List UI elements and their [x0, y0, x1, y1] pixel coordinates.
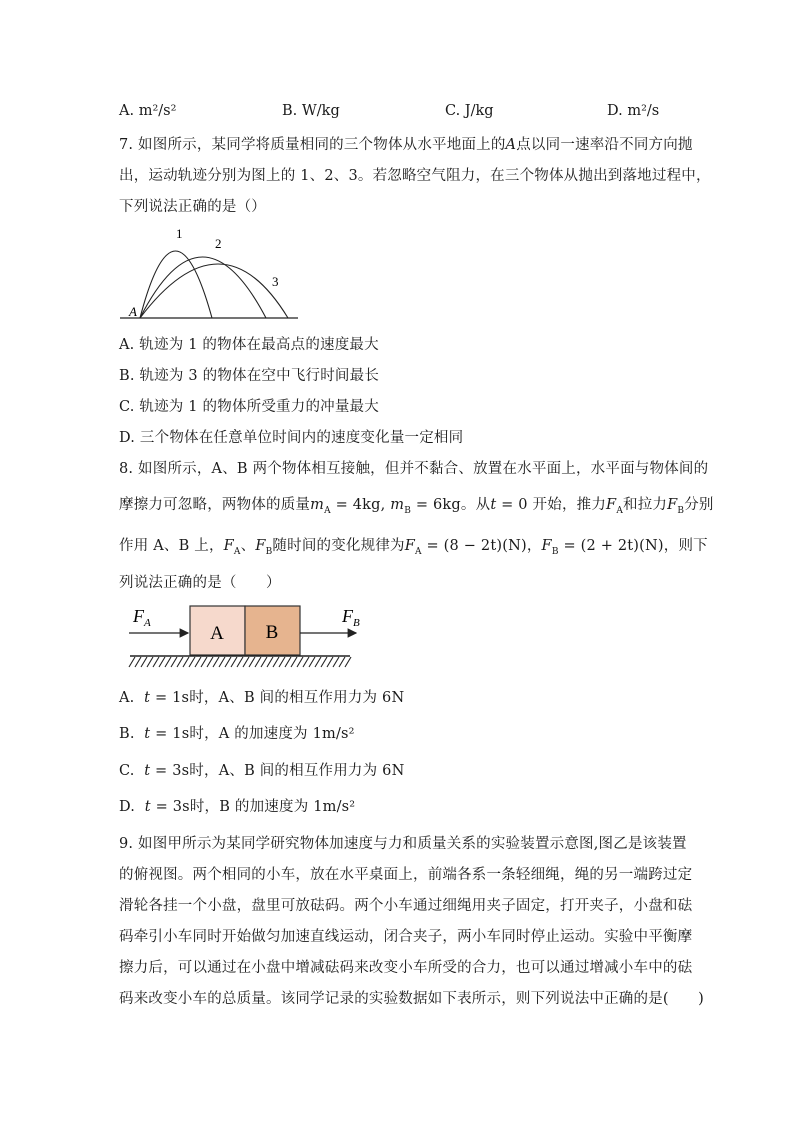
- q9-line-5: 擦力后，可以通过在小盘中增减砝码来改变小车所受的合力，也可以通过增减小车中的砝: [119, 960, 693, 976]
- force-b-label: $F_B$: [342, 606, 360, 629]
- q8-line-2: 摩擦力可忽略，两物体的质量$m_A = 4kg$, $m_B = 6kg$。从t = 0 开始，推力$F_A$和拉力$F_B$分别: [119, 497, 714, 516]
- hatch-mark: [183, 657, 189, 667]
- trajectory-3: [140, 264, 288, 318]
- hatch-mark: [165, 657, 171, 667]
- hatch-mark: [327, 657, 333, 667]
- q8-line-3: 作用 A、B 上，$F_A$、$F_B$随时间的变化规律为$F_A = (8 - 2t)(N)$，$F_B = (2 + 2t)(N)$，则下: [119, 538, 708, 557]
- floor-hatching: [129, 657, 351, 667]
- hatch-mark: [345, 657, 351, 667]
- q9-line-1: 9. 如图甲所示为某同学研究物体加速度与力和质量关系的实验装置示意图,图乙是该装置: [119, 836, 687, 852]
- force-a-label: $F_A$: [133, 606, 151, 629]
- q6-option-b: B. W/kg: [282, 103, 340, 119]
- hatch-mark: [279, 657, 285, 667]
- curve-label-2: 2: [215, 236, 222, 251]
- hatch-mark: [129, 657, 135, 667]
- q9-line-3: 滑轮各挂一个小盘，盘里可放砝码。两个小车通过细绳用夹子固定，打开夹子，小盘和砝: [119, 898, 693, 914]
- hatch-mark: [177, 657, 183, 667]
- point-a-label: A: [129, 304, 137, 319]
- block-b-label: B: [265, 622, 279, 643]
- hatch-mark: [153, 657, 159, 667]
- hatch-mark: [273, 657, 279, 667]
- hatch-mark: [219, 657, 225, 667]
- hatch-mark: [243, 657, 249, 667]
- hatch-mark: [135, 657, 141, 667]
- point-a-var: A: [505, 137, 517, 153]
- hatch-mark: [261, 657, 267, 667]
- curve-label-1: 1: [176, 226, 183, 241]
- hatch-mark: [267, 657, 273, 667]
- hatch-mark: [225, 657, 231, 667]
- q8-option-d: D. t = 3s时，B 的加速度为 1m/s²: [119, 799, 356, 815]
- hatch-mark: [213, 657, 219, 667]
- hatch-mark: [315, 657, 321, 667]
- hatch-mark: [309, 657, 315, 667]
- q6-option-d: D. m²/s: [607, 103, 660, 119]
- curve-label-3: 3: [272, 274, 279, 289]
- q8-blocks-figure: [125, 600, 360, 674]
- hatch-mark: [339, 657, 345, 667]
- q9-line-4: 码牵引小车同时开始做匀加速直线运动，闭合夹子，两小车同时停止运动。实验中平衡摩: [119, 929, 693, 945]
- hatch-mark: [159, 657, 165, 667]
- hatch-mark: [189, 657, 195, 667]
- q7-line-3: 下列说法正确的是（）: [119, 199, 266, 215]
- hatch-mark: [171, 657, 177, 667]
- q6-option-c: C. J/kg: [445, 103, 494, 119]
- hatch-mark: [321, 657, 327, 667]
- q7-line-2: 出，运动轨迹分别为图上的 1、2、3。若忽略空气阻力，在三个物体从抛出到落地过程中，: [119, 168, 711, 184]
- hatch-mark: [207, 657, 213, 667]
- q8-line-1: 8. 如图所示，A、B 两个物体相互接触，但并不黏合、放置在水平面上，水平面与物体间的: [119, 461, 709, 477]
- q8-line-4: 列说法正确的是（ ）: [119, 575, 281, 591]
- hatch-mark: [231, 657, 237, 667]
- q7-option-c: C. 轨迹为 1 的物体所受重力的冲量最大: [119, 399, 379, 415]
- hatch-mark: [249, 657, 255, 667]
- q8-option-b: B. t = 1s时，A 的加速度为 1m/s²: [119, 726, 355, 742]
- q7-line-1: 7. 如图所示，某同学将质量相同的三个物体从水平地面上的A点以同一速率沿不同方向抛: [119, 137, 693, 153]
- q9-line-6: 码来改变小车的总质量。该同学记录的实验数据如下表所示，则下列说法中正确的是( ): [119, 991, 705, 1007]
- q7-trajectory-figure: [120, 222, 300, 322]
- q7-option-a: A. 轨迹为 1 的物体在最高点的速度最大: [119, 337, 379, 353]
- hatch-mark: [303, 657, 309, 667]
- trajectory-1: [140, 251, 212, 318]
- q8-option-a: A. t = 1s时，A、B 间的相互作用力为 6N: [119, 690, 405, 706]
- hatch-mark: [297, 657, 303, 667]
- q7-option-b: B. 轨迹为 3 的物体在空中飞行时间最长: [119, 368, 380, 384]
- hatch-mark: [237, 657, 243, 667]
- hatch-mark: [141, 657, 147, 667]
- hatch-mark: [255, 657, 261, 667]
- q9-line-2: 的俯视图。两个相同的小车，放在水平桌面上，前端各系一条轻细绳，绳的另一端跨过定: [119, 867, 693, 883]
- hatch-mark: [285, 657, 291, 667]
- q8-option-c: C. t = 3s时，A、B 间的相互作用力为 6N: [119, 763, 405, 779]
- q7-option-d: D. 三个物体在任意单位时间内的速度变化量一定相同: [119, 430, 464, 446]
- hatch-mark: [201, 657, 207, 667]
- block-a-label: A: [210, 623, 224, 644]
- hatch-mark: [291, 657, 297, 667]
- hatch-mark: [195, 657, 201, 667]
- hatch-mark: [333, 657, 339, 667]
- hatch-mark: [147, 657, 153, 667]
- q6-option-a: A. m²/s²: [119, 103, 177, 119]
